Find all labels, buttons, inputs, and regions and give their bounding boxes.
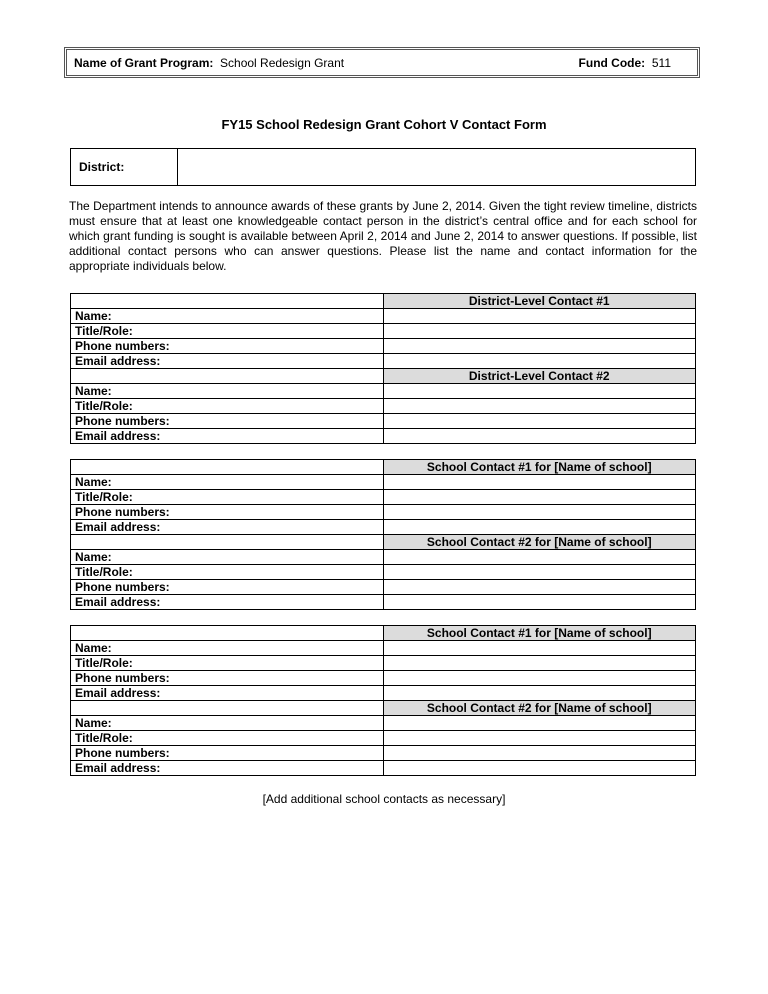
email-field[interactable] <box>383 520 696 535</box>
name-label: Name: <box>71 641 384 656</box>
district-row <box>70 148 696 186</box>
name-field[interactable] <box>383 550 696 565</box>
name-label: Name: <box>71 384 384 399</box>
phone-field[interactable] <box>383 580 696 595</box>
district-label: District: <box>71 149 178 185</box>
title-role-label: Title/Role: <box>71 490 384 505</box>
section-header: District-Level Contact #1 <box>383 294 696 309</box>
name-field[interactable] <box>383 475 696 490</box>
form-title: FY15 School Redesign Grant Cohort V Contact Form <box>221 117 547 132</box>
email-field[interactable] <box>383 686 696 701</box>
program-info <box>74 56 344 70</box>
program-value: School Redesign Grant <box>220 55 345 70</box>
name-label: Name: <box>71 309 384 324</box>
name-field[interactable] <box>383 309 696 324</box>
email-field[interactable] <box>383 354 696 369</box>
name-field[interactable] <box>383 641 696 656</box>
name-field[interactable] <box>383 384 696 399</box>
email-label: Email address: <box>71 429 384 444</box>
program-label: Name of Grant Program: <box>74 55 214 70</box>
phone-field[interactable] <box>383 746 696 761</box>
section-header: School Contact #1 for [Name of school] <box>383 626 696 641</box>
title-role-label: Title/Role: <box>71 656 384 671</box>
name-label: Name: <box>71 716 384 731</box>
email-label: Email address: <box>71 354 384 369</box>
title-role-label: Title/Role: <box>71 324 384 339</box>
phone-label: Phone numbers: <box>71 414 384 429</box>
email-label: Email address: <box>71 520 384 535</box>
email-label: Email address: <box>71 686 384 701</box>
grant-program-header <box>64 47 700 78</box>
phone-field[interactable] <box>383 414 696 429</box>
intro-paragraph: The Department intends to announce awards of these grants by June 2, 2014. Given the tight review timeline, districts must ensure that at least one knowledgeable contact person in the district’s central office and for each school for which grant funding is sought is available between April 2, 2014 and June 2, 2014 to answer questions. If possible, list additional contact persons who can answer questions. Please list the name and contact information for the appropriate individuals below. <box>69 199 697 273</box>
phone-field[interactable] <box>383 671 696 686</box>
name-field[interactable] <box>383 716 696 731</box>
phone-label: Phone numbers: <box>71 746 384 761</box>
section-header: School Contact #1 for [Name of school] <box>383 460 696 475</box>
title-role-field[interactable] <box>383 656 696 671</box>
phone-label: Phone numbers: <box>71 671 384 686</box>
name-label: Name: <box>71 550 384 565</box>
fund-value: 511 <box>651 55 671 70</box>
title-role-field[interactable] <box>383 731 696 746</box>
section-header: District-Level Contact #2 <box>383 369 696 384</box>
email-field[interactable] <box>383 595 696 610</box>
title-role-label: Title/Role: <box>71 399 384 414</box>
title-role-field[interactable] <box>383 490 696 505</box>
district-field[interactable] <box>178 149 695 185</box>
fund-label: Fund Code: <box>578 55 646 70</box>
section-header: School Contact #2 for [Name of school] <box>383 701 696 716</box>
phone-label: Phone numbers: <box>71 505 384 520</box>
title-role-field[interactable] <box>383 324 696 339</box>
title-role-label: Title/Role: <box>71 731 384 746</box>
section-header: School Contact #2 for [Name of school] <box>383 535 696 550</box>
school-contacts-table-2 <box>70 625 696 776</box>
fund-info <box>579 56 671 70</box>
email-field[interactable] <box>383 761 696 776</box>
email-label: Email address: <box>71 761 384 776</box>
email-field[interactable] <box>383 429 696 444</box>
phone-field[interactable] <box>383 505 696 520</box>
name-label: Name: <box>71 475 384 490</box>
school-contacts-table-1 <box>70 459 696 610</box>
phone-label: Phone numbers: <box>71 580 384 595</box>
title-role-field[interactable] <box>383 399 696 414</box>
title-role-label: Title/Role: <box>71 565 384 580</box>
district-contacts-table <box>70 293 696 444</box>
footer-note: [Add additional school contacts as necessary] <box>262 792 506 806</box>
email-label: Email address: <box>71 595 384 610</box>
title-role-field[interactable] <box>383 565 696 580</box>
phone-label: Phone numbers: <box>71 339 384 354</box>
phone-field[interactable] <box>383 339 696 354</box>
